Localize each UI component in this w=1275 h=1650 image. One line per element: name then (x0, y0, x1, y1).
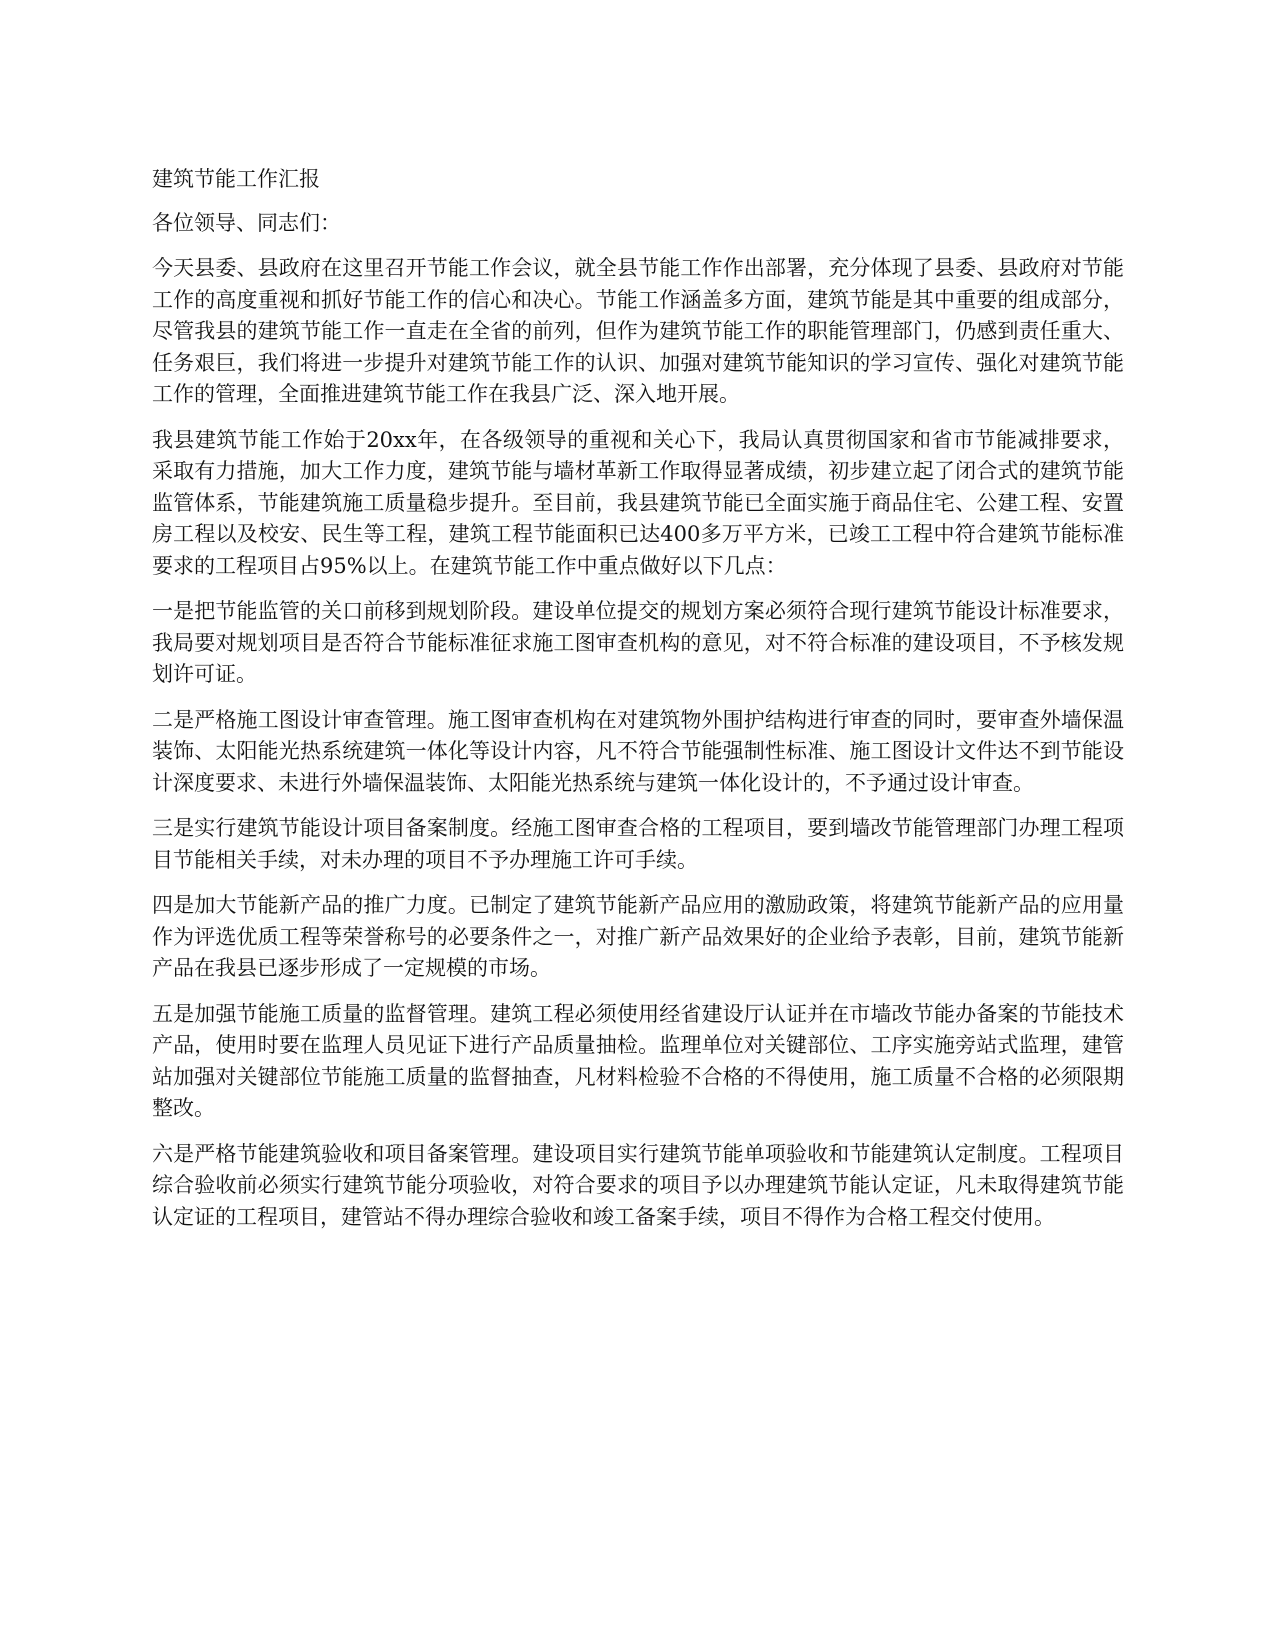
document-title: 建筑节能工作汇报 (152, 167, 320, 191)
paragraph-point-4: 四是加大节能新产品的推广力度。已制定了建筑节能新产品应用的激励政策，将建筑节能新产品的应用量作为评选优质工程等荣誉称号的必要条件之一，对推广新产品效果好的企业给予表彰，目前，建筑节能新产品在我县已逐步形成了一定规模的市场。 (152, 893, 1124, 980)
paragraph-point-2: 二是严格施工图设计审查管理。施工图审查机构在对建筑物外围护结构进行审查的同时，要审查外墙保温装饰、太阳能光热系统建筑一体化等设计内容，凡不符合节能强制性标准、施工图设计文件达不到节能设计深度要求、未进行外墙保温装饰、太阳能光热系统与建筑一体化设计的，不予通过设计审查。 (152, 707, 1124, 795)
paragraph-point-3: 三是实行建筑节能设计项目备案制度。经施工图审查合格的工程项目，要到墙改节能管理部门办理工程项目节能相关手续，对未办理的项目不予办理施工许可手续。 (152, 816, 1124, 872)
paragraph-point-6: 六是严格节能建筑验收和项目备案管理。建设项目实行建筑节能单项验收和节能建筑认定制度。工程项目综合验收前必须实行建筑节能分项验收，对符合要求的项目予以办理建筑节能认定证，凡未取得建筑节能认定证的工程项目，建管站不得办理综合验收和竣工备案手续，项目不得作为合格工程交付使用。 (152, 1141, 1124, 1229)
document-page (152, 164, 1124, 1247)
paragraph-point-1: 一是把节能监管的关口前移到规划阶段。建设单位提交的规划方案必须符合现行建筑节能设计标准要求，我局要对规划项目是否符合节能标准征求施工图审查机构的意见，对不符合标准的建设项目，不予核发规划许可证。 (152, 599, 1124, 686)
salutation: 各位领导、同志们： (152, 210, 341, 235)
paragraph-intro: 今天县委、县政府在这里召开节能工作会议，就全县节能工作作出部署，充分体现了县委、县政府对节能工作的高度重视和抓好节能工作的信心和决心。节能工作涵盖多方面，建筑节能是其中重要的组成部分，尽管我县的建筑节能工作一直走在全省的前列，但作为建筑节能工作的职能管理部门，仍感到责任重大、任务艰巨，我们将进一步提升对建筑节能工作的认识、加强对建筑节能知识的学习宣传、强化对建筑节能工作的管理，全面推进建筑节能工作在我县广泛、深入地开展。 (152, 256, 1124, 406)
paragraph-point-5: 五是加强节能施工质量的监督管理。建筑工程必须使用经省建设厅认证并在市墙改节能办备案的节能技术产品，使用时要在监理人员见证下进行产品质量抽检。监理单位对关键部位、工序实施旁站式监理，建管站加强对关键部位节能施工质量的监督抽查，凡材料检验不合格的不得使用，施工质量不合格的必须限期整改。 (152, 1001, 1124, 1120)
paragraph-overview: 我县建筑节能工作始于20xx年，在各级领导的重视和关心下，我局认真贯彻国家和省市节能减排要求，采取有力措施，加大工作力度，建筑节能与墙材革新工作取得显著成绩，初步建立起了闭合式的建筑节能监管体系，节能建筑施工质量稳步提升。至目前，我县建筑节能已全面实施于商品住宅、公建工程、安置房工程以及校安、民生等工程，建筑工程节能面积已达400多万平方米，已竣工工程中符合建筑节能标准要求的工程项目占95%以上。在建筑节能工作中重点做好以下几点： (152, 427, 1124, 578)
